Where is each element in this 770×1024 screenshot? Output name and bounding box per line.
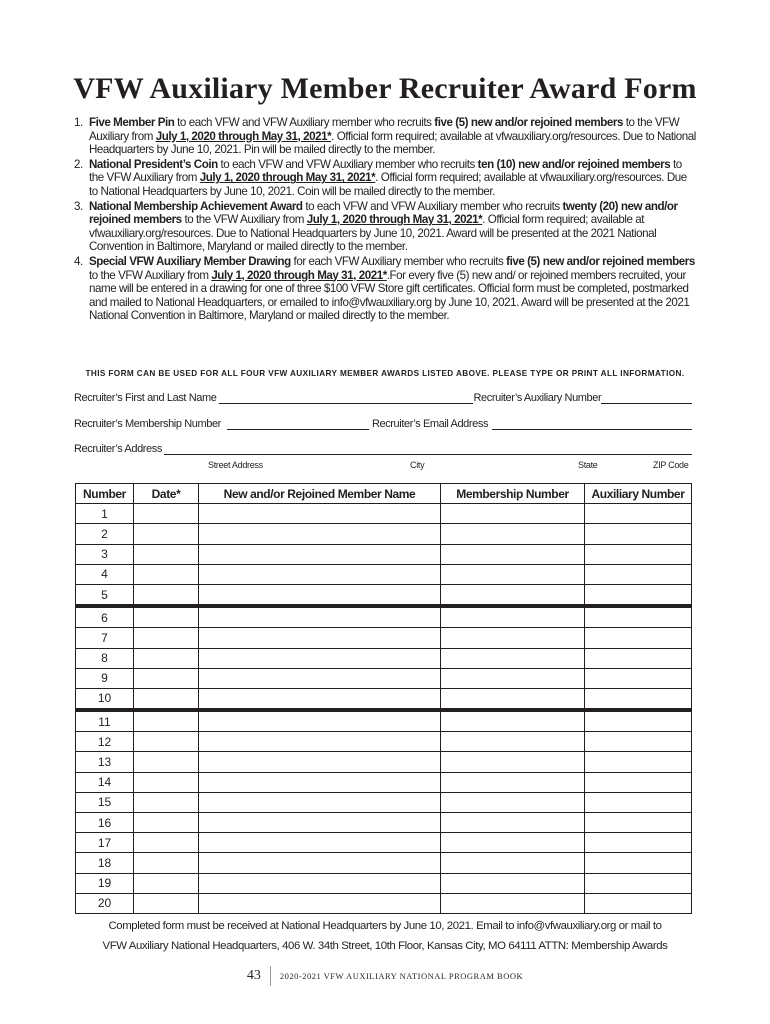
membership-number-cell[interactable] [441, 504, 585, 524]
row-number: 19 [76, 873, 134, 893]
col-membership-number: Membership Number [441, 484, 585, 504]
table-row [76, 732, 692, 752]
award-emphasis: Special VFW Auxiliary Member Drawing [89, 254, 291, 268]
date-cell[interactable] [134, 853, 199, 873]
member-name-cell[interactable] [199, 873, 441, 893]
award-emphasis: twenty (20) new and/or rejoined members [89, 199, 678, 227]
award-item [74, 200, 696, 254]
page-number: 43 [247, 966, 271, 986]
auxiliary-number-cell[interactable] [585, 772, 692, 792]
page-title: VFW Auxiliary Member Recruiter Award Form [73, 72, 697, 105]
membership-number-cell[interactable] [441, 873, 585, 893]
auxiliary-number-cell[interactable] [585, 606, 692, 628]
award-emphasis: ten (10) new and/or rejoined members [477, 157, 671, 171]
membership-number-cell[interactable] [441, 544, 585, 564]
table-row [76, 688, 692, 710]
award-item [74, 255, 696, 323]
row-number: 7 [76, 628, 134, 648]
row-number: 10 [76, 688, 134, 710]
award-emphasis: National Membership Achievement Award [89, 199, 303, 213]
membership-number-field[interactable] [227, 418, 369, 430]
row-number: 15 [76, 792, 134, 812]
city-caption: City [410, 460, 425, 470]
table-row [76, 524, 692, 544]
date-cell[interactable] [134, 732, 199, 752]
member-name-cell[interactable] [199, 710, 441, 732]
row-number: 8 [76, 648, 134, 668]
membership-number-cell[interactable] [441, 893, 585, 913]
auxiliary-number-cell[interactable] [585, 504, 692, 524]
auxiliary-number-cell[interactable] [585, 873, 692, 893]
member-name-cell[interactable] [199, 524, 441, 544]
member-name-cell[interactable] [199, 893, 441, 913]
membership-number-cell[interactable] [441, 813, 585, 833]
row-number: 5 [76, 584, 134, 606]
col-member-name: New and/or Rejoined Member Name [199, 484, 441, 504]
date-cell[interactable] [134, 648, 199, 668]
auxiliary-number-cell[interactable] [585, 648, 692, 668]
membership-number-cell[interactable] [441, 564, 585, 584]
membership-number-label: Recruiter’s Membership Number [74, 418, 221, 430]
award-list [74, 116, 696, 324]
table-row [76, 544, 692, 564]
table-row [76, 584, 692, 606]
recruits-table [75, 483, 692, 914]
auxiliary-number-cell[interactable] [585, 524, 692, 544]
recruiter-name-label: Recruiter’s First and Last Name [74, 392, 217, 404]
award-date-range: July 1, 2020 through May 31, 2021* [211, 268, 387, 282]
auxiliary-number-cell[interactable] [585, 792, 692, 812]
row-number: 3 [76, 544, 134, 564]
membership-number-cell[interactable] [441, 524, 585, 544]
email-label: Recruiter’s Email Address [371, 418, 489, 430]
table-row [76, 752, 692, 772]
membership-number-cell[interactable] [441, 752, 585, 772]
membership-number-cell[interactable] [441, 648, 585, 668]
date-cell[interactable] [134, 710, 199, 732]
member-name-cell[interactable] [199, 688, 441, 710]
member-name-cell[interactable] [199, 606, 441, 628]
member-name-cell[interactable] [199, 752, 441, 772]
table-row [76, 833, 692, 853]
auxiliary-number-cell[interactable] [585, 710, 692, 732]
membership-number-cell[interactable] [441, 710, 585, 732]
auxiliary-number-cell[interactable] [585, 688, 692, 710]
address-field[interactable] [164, 443, 692, 455]
date-cell[interactable] [134, 833, 199, 853]
table-row [76, 648, 692, 668]
membership-number-cell[interactable] [441, 628, 585, 648]
auxiliary-number-cell[interactable] [585, 833, 692, 853]
row-number: 14 [76, 772, 134, 792]
award-date-range: July 1, 2020 through May 31, 2021* [199, 171, 376, 185]
date-cell[interactable] [134, 584, 199, 606]
member-name-cell[interactable] [199, 544, 441, 564]
auxiliary-number-cell[interactable] [585, 813, 692, 833]
membership-number-cell[interactable] [441, 668, 585, 688]
date-cell[interactable] [134, 544, 199, 564]
table-row [76, 504, 692, 524]
date-cell[interactable] [134, 772, 199, 792]
row-number: 16 [76, 813, 134, 833]
page-footer [0, 966, 770, 986]
table-row [76, 772, 692, 792]
row-number: 9 [76, 668, 134, 688]
row-number: 11 [76, 710, 134, 732]
member-name-cell[interactable] [199, 732, 441, 752]
membership-number-cell[interactable] [441, 772, 585, 792]
table-row [76, 853, 692, 873]
table-row [76, 893, 692, 913]
membership-number-cell[interactable] [441, 732, 585, 752]
member-name-cell[interactable] [199, 833, 441, 853]
date-cell[interactable] [134, 628, 199, 648]
table-row [76, 668, 692, 688]
award-date-range: July 1, 2020 through May 31, 2021* [155, 129, 332, 143]
date-cell[interactable] [134, 813, 199, 833]
instructions-line-1: Completed form must be received at National Headquarters by June 10, 2021. Email to info@vfwauxiliary.org or mail to [108, 920, 662, 932]
date-cell[interactable] [134, 792, 199, 812]
row-number: 17 [76, 833, 134, 853]
award-emphasis: Five Member Pin [89, 116, 175, 129]
member-name-cell[interactable] [199, 853, 441, 873]
membership-number-cell[interactable] [441, 606, 585, 628]
award-date-range: July 1, 2020 through May 31, 2021* [306, 213, 483, 227]
award-text: .For every five (5) new and/ or rejoined members recruited, your name will be entered in a drawing for one of three $100 VFW Store gift certificates. Official form must be completed, postmarked and mailed to National Headquarters, or emailed to info@vfwauxiliary.org by June 10, 2021. Award will be presented at the 2021 National Convention in Baltimore, Maryland or mailed directly to the member. [89, 268, 690, 323]
zip-caption: ZIP Code [653, 460, 689, 470]
table-row [76, 710, 692, 732]
award-text: to the VFW Auxiliary from [89, 116, 680, 143]
award-text: to each VFW and VFW Auxiliary member who recruits [302, 199, 563, 213]
street-address-caption: Street Address [208, 460, 263, 470]
auxiliary-number-cell[interactable] [585, 752, 692, 772]
auxiliary-number-cell[interactable] [585, 564, 692, 584]
date-cell[interactable] [134, 688, 199, 710]
auxiliary-number-cell[interactable] [585, 584, 692, 606]
member-name-cell[interactable] [199, 628, 441, 648]
award-text: . Official form required; available at vfwauxiliary.org/resources. Due to National Headquarters by June 10, 2021. Pin will be mailed directly to the member. [89, 129, 696, 157]
award-text: to the VFW Auxiliary from [89, 268, 212, 282]
membership-email-row [74, 418, 692, 430]
auxiliary-number-cell[interactable] [585, 628, 692, 648]
recruiter-name-row [74, 392, 692, 404]
date-cell[interactable] [134, 524, 199, 544]
table-row [76, 792, 692, 812]
membership-number-cell[interactable] [441, 833, 585, 853]
date-cell[interactable] [134, 893, 199, 913]
member-name-cell[interactable] [199, 668, 441, 688]
award-item [74, 116, 696, 157]
auxiliary-number-cell[interactable] [585, 893, 692, 913]
form-notice: THIS FORM CAN BE USED FOR ALL FOUR VFW AUXILIARY MEMBER AWARDS LISTED ABOVE. PLEASE TYPE OR PRINT ALL INFORMATION. [85, 369, 685, 378]
row-number: 2 [76, 524, 134, 544]
award-emphasis: National President’s Coin [89, 157, 218, 171]
membership-number-cell[interactable] [441, 853, 585, 873]
award-text: to the VFW Auxiliary from [89, 157, 682, 185]
address-row [74, 443, 692, 455]
table-row [76, 813, 692, 833]
member-name-cell[interactable] [199, 564, 441, 584]
auxiliary-number-cell[interactable] [585, 544, 692, 564]
award-text: to each VFW and VFW Auxiliary member who recruits [174, 116, 435, 129]
date-cell[interactable] [134, 752, 199, 772]
row-number: 6 [76, 606, 134, 628]
date-cell[interactable] [134, 564, 199, 584]
member-name-cell[interactable] [199, 813, 441, 833]
date-cell[interactable] [134, 668, 199, 688]
table-row [76, 873, 692, 893]
submission-instructions [0, 916, 770, 956]
row-number: 4 [76, 564, 134, 584]
award-number: 1. [74, 116, 83, 129]
award-text: . Official form required; available at vfwauxiliary.org/resources. Due to National Headquarters by June 10, 2021. Award will be presented at the 2021 National Convention in Baltimore, Maryland or mailed directly to the member. [89, 213, 657, 254]
col-date: Date* [134, 484, 199, 504]
aux-number-field[interactable] [601, 392, 692, 404]
table-row [76, 564, 692, 584]
table-row [76, 628, 692, 648]
membership-number-cell[interactable] [441, 688, 585, 710]
state-caption: State [578, 460, 598, 470]
award-number: 4. [74, 254, 83, 268]
book-title: 2020-2021 VFW AUXILIARY NATIONAL PROGRAM BOOK [279, 971, 524, 981]
date-cell[interactable] [134, 606, 199, 628]
auxiliary-number-cell[interactable] [585, 853, 692, 873]
date-cell[interactable] [134, 504, 199, 524]
row-number: 18 [76, 853, 134, 873]
member-name-cell[interactable] [199, 584, 441, 606]
table-header-row [76, 484, 692, 504]
recruiter-name-field[interactable] [219, 392, 473, 404]
col-auxiliary-number: Auxiliary Number [585, 484, 692, 504]
row-number: 1 [76, 504, 134, 524]
award-emphasis: five (5) new and/or rejoined members [506, 254, 695, 268]
award-number: 3. [74, 199, 83, 213]
award-text: . Official form required; available at vfwauxiliary.org/resources. Due to National Headquarters by June 10, 2021. Coin will be mailed directly to the member. [89, 171, 687, 198]
member-name-cell[interactable] [199, 504, 441, 524]
award-text: to the VFW Auxiliary from [181, 213, 307, 227]
award-text: to each VFW and VFW Auxiliary member who recruits [217, 157, 478, 171]
date-cell[interactable] [134, 873, 199, 893]
instructions-line-2: VFW Auxiliary National Headquarters, 406 W. 34th Street, 10th Floor, Kansas City, MO 64111 ATTN: Membership Awards [102, 940, 668, 952]
member-name-cell[interactable] [199, 648, 441, 668]
membership-number-cell[interactable] [441, 584, 585, 606]
award-emphasis: five (5) new and/or rejoined members [434, 116, 623, 129]
award-item [74, 158, 696, 199]
col-number: Number [76, 484, 134, 504]
award-text: for each VFW Auxiliary member who recruits [290, 254, 507, 268]
address-label: Recruiter’s Address [74, 443, 162, 455]
membership-number-cell[interactable] [441, 792, 585, 812]
row-number: 20 [76, 893, 134, 913]
award-number: 2. [74, 157, 83, 171]
member-name-cell[interactable] [199, 792, 441, 812]
auxiliary-number-cell[interactable] [585, 732, 692, 752]
row-number: 12 [76, 732, 134, 752]
row-number: 13 [76, 752, 134, 772]
member-name-cell[interactable] [199, 772, 441, 792]
email-field[interactable] [492, 418, 692, 430]
table-row [76, 606, 692, 628]
auxiliary-number-cell[interactable] [585, 668, 692, 688]
aux-number-label: Recruiter’s Auxiliary Number [473, 392, 602, 404]
